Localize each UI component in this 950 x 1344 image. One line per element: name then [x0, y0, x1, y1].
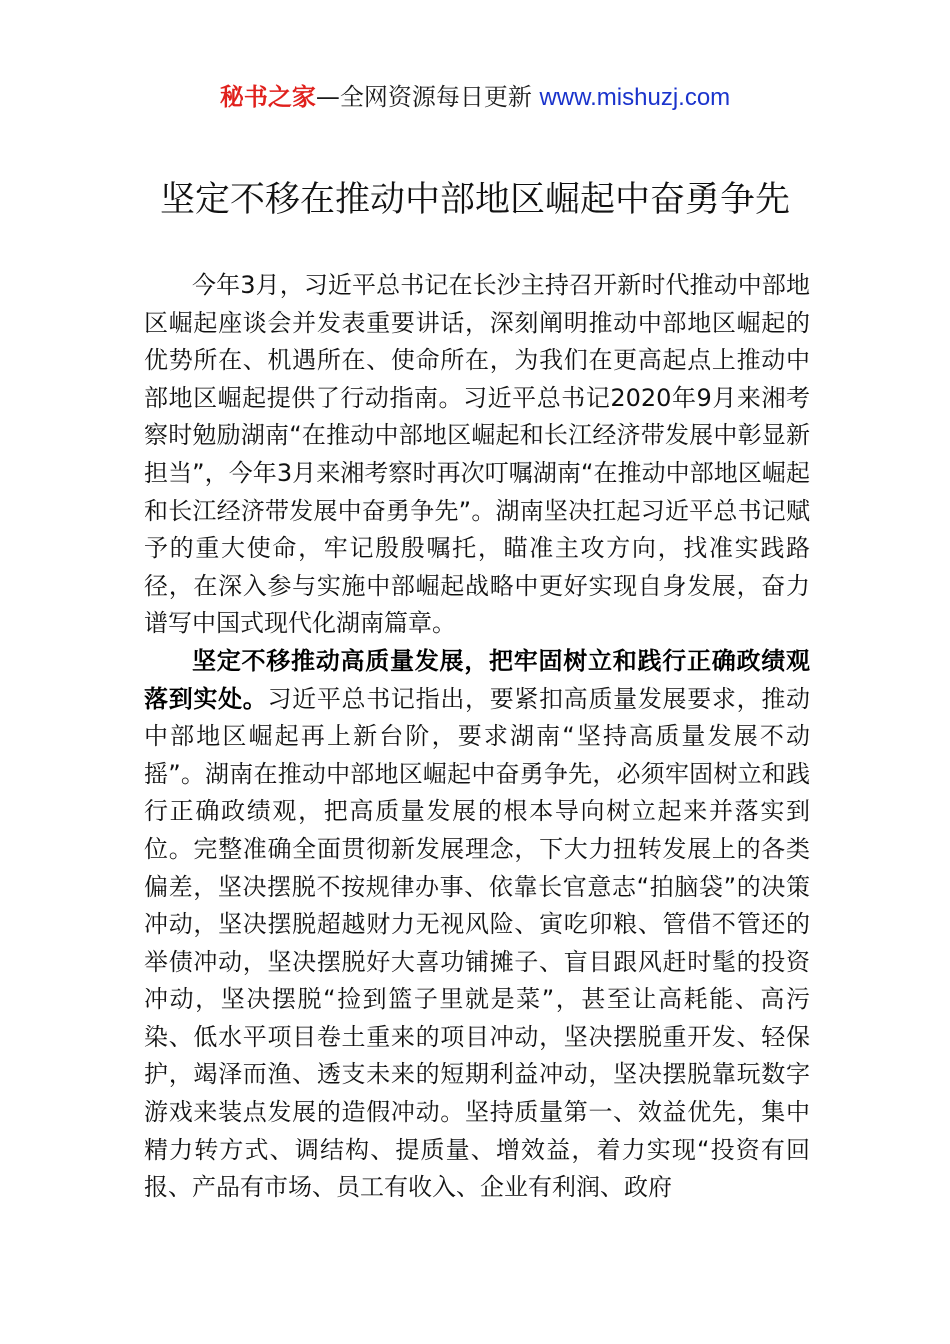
paragraph-text: 今年3月，习近平总书记在长沙主持召开新时代推动中部地区崛起座谈会并发表重要讲话，深刻阐明推动中部地区崛起的优势所在、机遇所在、使命所在，为我们在更高起点上推动中部地区崛起提供了行动指南。习近平总书记2020年9月来湘考察时勉励湖南“在推动中部地区崛起和长江经济带发展中彰显新担当”，今年3月来湘考察时再次叮嘱湖南“在推动中部地区崛起和长江经济带发展中奋勇争先”。湖南坚决扛起习近平总书记赋予的重大使命，牢记殷殷嘱托，瞄准主攻方向，找准实践路径，在深入参与实施中部崛起战略中更好实现自身发展，奋力谱写中国式现代化湖南篇章。 — [144, 271, 810, 638]
site-url-link[interactable]: www.mishuzj.com — [539, 84, 731, 111]
paragraph-text: 习近平总书记指出，要紧扣高质量发展要求，推动中部地区崛起再上新台阶，要求湖南“坚持高质量发展不动摇”。湖南在推动中部地区崛起中奋勇争先，必须牢固树立和践行正确政绩观，把高质量发展的根本导向树立起来并落实到位。完整准确全面贯彻新发展理念，下大力扭转发展上的各类偏差，坚决摆脱不按规律办事、依靠长官意志“拍脑袋”的决策冲动，坚决摆脱超越财力无视风险、寅吃卯粮、管借不管还的举债冲动，坚决摆脱好大喜功铺摊子、盲目跟风赶时髦的投资冲动，坚决摆脱“捡到篮子里就是菜”，甚至让高耗能、高污染、低水平项目卷土重来的项目冲动，坚决摆脱重开发、轻保护，竭泽而渔、透支未来的短期利益冲动，坚决摆脱靠玩数字游戏来装点发展的造假冲动。坚持质量第一、效益优先，集中精力转方式、调结构、提质量、增效益，着力实现“投资有回报、产品有市场、员工有收入、企业有利润、政府 — [144, 684, 811, 1202]
site-header — [0, 80, 950, 115]
body-paragraph — [144, 643, 810, 1207]
document-body — [144, 267, 810, 1207]
paragraph-lead-heading: 坚定不移推动高质量发展，把牢固树立和践行正确政绩观落到实处。 — [144, 646, 810, 713]
site-brand: 秘书之家 — [219, 83, 316, 111]
body-paragraph — [144, 267, 810, 643]
site-tagline: —全网资源每日更新 — [315, 83, 532, 111]
document-title: 坚定不移在推动中部地区崛起中奋勇争先 — [159, 180, 790, 220]
